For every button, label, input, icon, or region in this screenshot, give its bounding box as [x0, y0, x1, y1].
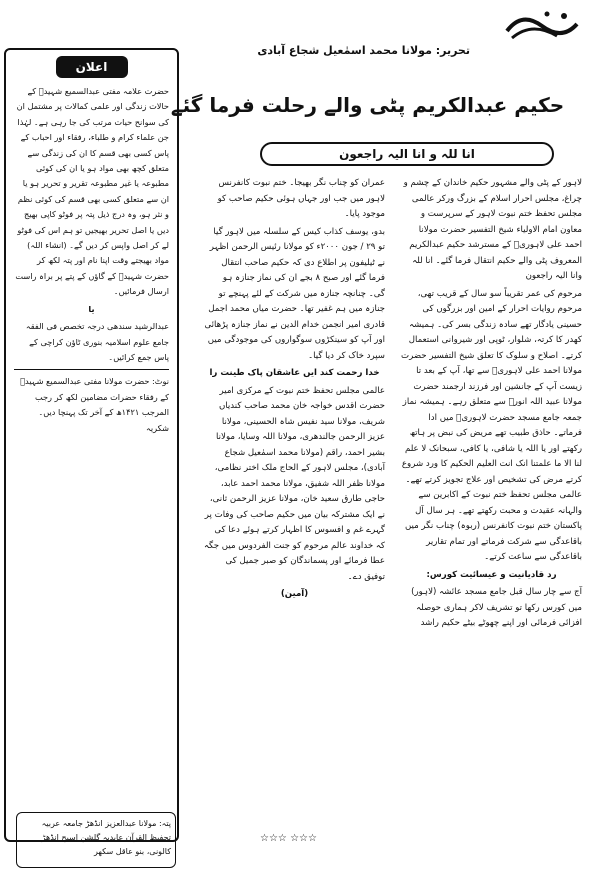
paragraph: بدو، یوسف کذاب کیس کے سلسلہ میں لاہور گیا تو ۲۹ / جون ۲۰۰۰ء کو مولانا رئیس الرحمن اظہر نے ٹیلیفون پر اطلاع دی کہ حکیم صاحب انتقال فرما گئے اور صبح ۸ بجے ان کی نماز جنازہ ہو گی۔ چنانچہ جنازہ میں شرکت کے لئے پہنچے تو جنازہ میں ہم غفیر تھا۔ حضرت میاں محمد اجمل قادری امیر انجمن خدام الدین نے نماز جنازہ پڑھائی اور آپ کو سینکڑوں سوگواروں کی موجودگی میں سپرد خاک کر دیا گیا۔ [204, 226, 385, 361]
verse: خدا رحمت کند ایں عاشقان پاک طینت را [209, 368, 380, 378]
announcement-or: یا [88, 303, 95, 314]
article-column-middle [204, 176, 385, 605]
condolence-banner: انا للہ و انا الیہ راجعون [260, 142, 554, 166]
amen: (آمین) [280, 589, 309, 599]
announcement-note: نوٹ: حضرت مولانا مفتی عبدالسمیع شہیدؒ کے رفقاء حضرات مضامین لکھ کر رجب المرجب ۱۴۲۱ھ کے آخر تک پہنچا دیں۔ شکریہ [20, 376, 169, 433]
paragraph: آج سے چار سال قبل جامع مسجد عائشہ (لاہور) میں کورس رکھا تو تشریف لاکر ہماری حوصلہ افزائی فرمائی اور اپنے چھوٹے بیٹے حکیم راشد [411, 587, 582, 628]
paragraph: لاہور کے پٹی والے مشہور حکیم خاندان کے چشم و چراغ، مجلس احرار اسلام کے بزرگ ورکر عالمی مجلس تحفظ ختم نبوت لاہور کے سرپرست و معاون امام الاولیاء شیخ التفسیر حضرت مولانا احمد علی لاہوریؒ کے مسترشد حکیم عبدالکریم المعروف پٹی والے حکیم انتقال فرما گئے۔ انا للہ وانا الیہ راجعون [403, 178, 582, 281]
masthead-logo [502, 6, 582, 46]
announcement-alt-address: عبدالرشید سندھی درجہ تخصص فی الفقہ جامع علوم اسلامیہ بنوری ٹاؤن کراچی کے پاس جمع کرائیں۔ [25, 321, 169, 362]
article-byline: تحریر: مولانا محمد اسمٰعیل شجاع آبادی [257, 44, 470, 57]
paragraph: عالمی مجلس تحفظ ختم نبوت کے مرکزی امیر حضرت اقدس خواجہ خان محمد صاحب کندیاں شریف، مولانا سید نفیس شاہ الحسینی، مولانا عزیز الرحمن جالندھری، مولانا اللہ وسایا، مولانا بشیر احمد، راقم (مولانا محمد اسمٰعیل شجاع آبادی)، مجلس لاہور کے الحاج ملک اختر نظامی، مولانا ظفر اللہ شفیق، مولانا محمد احمد عابد، حاجی طارق سعید خان، مولانا عزیز الرحمن ثانی، نے ایک مشترکہ بیان میں حکیم صاحب کی وفات پر گہرے غم و افسوس کا اظہار کرتے ہوئے دعا کی کہ خداوند عالم مرحوم کو جنت الفردوس میں جگہ عطا فرمائے اور پسماندگان کو صبر جمیل کی توفیق دے۔ [203, 385, 385, 582]
article-title: حکیم عبدالکریم پٹی والے رحلت فرما گئے [170, 93, 565, 117]
announcement-box [4, 48, 179, 842]
announcement-title: اعلان [56, 56, 128, 78]
paragraph: عمران کو چناب نگر بھیجا۔ ختم نبوت کانفرنس لاہور میں جب اور جہاں ہوئی حکیم صاحب کو موجود پایا۔ [217, 178, 385, 219]
announcement-body: حضرت علامہ مفتی عبدالسمیع شہیدؒ کے حالات زندگی اور علمی کمالات پر مشتمل ان کی سوانح حیات مرتب کی جا رہی ہے۔ لہٰذا جن علماء کرام و طلباء، رفقاء اور احباب کے پاس کسی بھی قسم کا ان کی زندگی سے متعلق کچھ بھی مواد ہو یا ان کی کوئی مطبوعہ یا غیر مطبوعہ تقریر و تحریر ہو یا ان سے متعلق کسی بھی قسم کی کوئی نظم و نثر ہو، وہ درج ذیل پتہ پر فوٹو کاپی بھیج دیں یا اصل تحریر بھیجیں تو ہم اس کی فوٹو لے کر اصل واپس کر دیں گے۔ (انشاء اللہ) مواد بھیجتے وقت اپنا نام اور پتہ لکھ کر حضرت شہیدؒ کے گاؤں کے پتے پر براہ راست ارسال فرمائیں۔ [15, 86, 169, 297]
paragraph: مرحوم کی عمر تقریباً سو سال کے قریب تھی، مرحوم روایات احرار کے امین اور بزرگوں کی حسینی یادگار تھے سادہ زندگی بسر کی۔ ہمیشہ کھدر کا کرتہ، شلوار، ٹوپی اور شیروانی استعمال کرتے۔ اصلاح و سلوک کا تعلق شیخ التفسیر حضرت مولانا احمد علی لاہوریؒ سے تھا، آپ کے بعد تا زیست آپ کے جانشین اور فرزند ارجمند حضرت مولانا عبید اللہ انورؒ سے متعلق رہے۔ ہمیشہ نماز جمعہ جامع مسجد حضرت لاہوریؒ میں ادا فرماتے۔ حاذق طبیب تھے مریض کی نبض پر ہاتھ رکھتے اور یا اللہ یا شافی، یا کافی، سبحانک لا علم لنا الا ما علمتنا انک انت العلیم الحکیم کا ورد شروع کرتے مرض کی تشخیص اور علاج تجویز کرتے تھے۔ عالمی مجلس تحفظ ختم نبوت کے اکابرین سے والہانہ عقیدت و محبت رکھتے تھے۔ ہر سال آل پاکستان ختم نبوت کانفرنس (ربوہ) چناب نگر میں باقاعدگی سے شرکت فرماتے اور تمام تقاریر باقاعدگی سے ساعت کرتے۔ [401, 288, 582, 562]
article-column-right [401, 176, 582, 634]
stars-divider: ☆☆☆ ☆☆☆ [260, 833, 317, 844]
address-box: پتہ: مولانا عبدالعزیز انڈھڑ جامعہ عربیہ تحفیظ القرآن عابدیہ گلشن اسیح انڈھڑ کالونی، بنو عاقل سکھر [16, 812, 176, 868]
logo-calligraphy-icon [502, 6, 582, 46]
subheading: رد قادیانیت و عیسائیت کورس: [426, 569, 557, 580]
divider [14, 369, 169, 370]
